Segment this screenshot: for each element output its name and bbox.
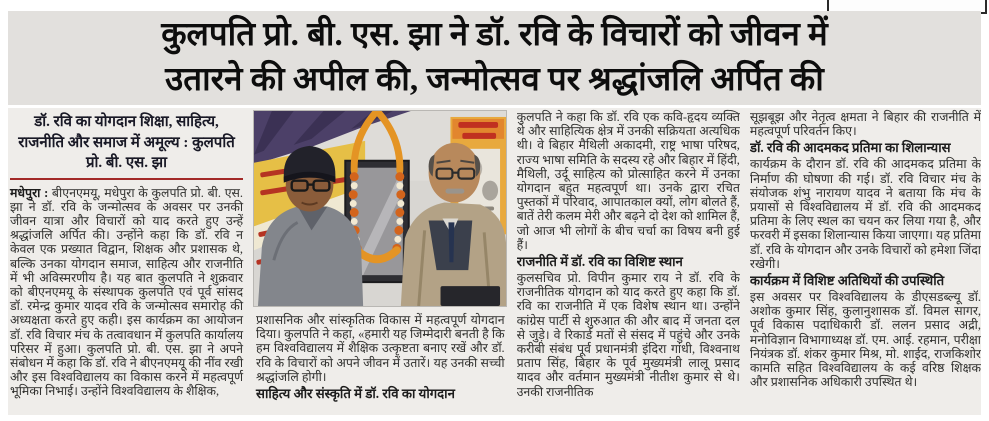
article-text-col2: प्रशासनिक और सांस्कृतिक विकास में महत्वपूर्ण योगदान दिया। कुलपति ने कहा, «हमारी यह जिम्मेदारी बनती है कि हम विश्वविद्यालय में शैक्षिक उत्कृष्टता बनाए रखें और डॉ. रवि के विचारों को अपने जीवन में उतारें। यह उनकी सच्ची श्रद्धांजलि होगी।: [256, 313, 505, 384]
article-text-col4: सूझबूझ और नेतृत्व क्षमता ने बिहार की राजनीति में महत्वपूर्ण परिवर्तन किए।: [749, 110, 981, 139]
article-text-col3b: कुलसचिव प्रो. विपीन कुमार राय ने डॉ. रवि के राजनीतिक योगदान को याद करते हुए कहा कि डॉ. रवि का राजनीति में एक विशेष स्थान था। उन्होंने कांग्रेस पार्टी से शुरुआत की और बाद में जनता दल से जुड़े। वे रिकार्ड मतों से संसद में पहुंचे और उनके करीबी संबंध पूर्व प्रधानमंत्री इंदिरा गांधी, विश्वनाथ प्रताप सिंह, बिहार के पूर्व मुख्यमंत्री लालू प्रसाद यादव और वर्तमान मुख्यमंत्री नीतीश कुमार से थे। उनकी राजनीतिक: [516, 271, 740, 399]
article-paragraph: [517, 110, 740, 252]
article-column-4: [750, 108, 981, 415]
article-paragraph: [750, 110, 981, 138]
article-text-col3: कुलपति ने कहा कि डॉ. रवि एक कवि-हृदय व्यक्ति थे और साहित्यिक क्षेत्र में उनकी सक्रियता अत्यधिक थी। वे बिहार मैथिली अकादमी, राष्ट्र भाषा परिषद, राज्य भाषा समिति के सदस्य रहे और बिहार में हिंदी, मैथिली, उर्दू साहित्य को प्रोत्साहित करने में उनका योगदान बहुत महत्वपूर्ण था। उनके द्वारा रचित पुस्तकों में परिवाद, आपातकाल क्यों, लोग बोलते हैं, बातें तेरी कलम मेरी और बढ़ने दो देश को शामिल हैं, जो आज भी लोगों के बीच चर्चा का विषय बनी हुई हैं।: [516, 110, 740, 252]
article-paragraph: [750, 157, 981, 271]
article-columns: [8, 108, 981, 415]
article-column-3: [517, 108, 740, 415]
event-photo-illustration: [254, 111, 506, 306]
kicker-headline: डॉ. रवि का योगदान शिक्षा, साहित्य, राजनीति और समाज में अमूल्य : कुलपति प्रो. बी. एस. झा: [18, 114, 235, 171]
article-text-col4c: इस अवसर पर विश्वविद्यालय के डीएसडब्ल्यू डॉ. अशोक कुमार सिंह, कुलानुशासक डॉ. विमल सागर, पूर्व विकास पदाधिकारी डॉ. ललन प्रसाद अद्री, मनोविज्ञान विभागाध्यक्ष डॉ. एम. आई. रहमान, परीक्षा नियंत्रक डॉ. शंकर कुमार मिश्र, मो. शाईद, राजकिशोर कामति सहित विश्वविद्यालय के कई वरिष्ठ शिक्षक और प्रशासनिक अधिकारी उपस्थित थे।: [749, 290, 981, 390]
headline-line-2: उतारने की अपील की, जन्मोत्सव पर श्रद्धांजलि अर्पित की: [165, 62, 824, 98]
article-paragraph: [517, 271, 740, 399]
article-column-1: [8, 108, 246, 415]
article-text-col1: बीएनएमयू, मधेपुरा के कुलपति प्रो. बी. एस. झा ने डॉ. रवि के जन्मोत्सव के अवसर पर उनकी जीवन यात्रा और विचारों को याद करते हुए उन्हें श्रद्धांजलि अर्पित की। उन्होंने कहा कि डॉ. रवि न केवल एक प्रख्यात विद्वान, शिक्षक और प्रशासक थे, बल्कि उनका योगदान समाज, साहित्य और राजनीति में भी अविस्मरणीय है। यह बात कुलपति ने शुक्रवार को बीएनएमयू के संस्थापक कुलपति एवं पूर्व सांसद डॉ. रमेन्द्र कुमार यादव रवि के जन्मोत्सव समारोह की अध्यक्षता करते हुए कही। इस कार्यक्रम का आयोजन डॉ. रवि विचार मंच के तत्वावधान में कुलपति कार्यालय परिसर में हुआ। कुलपति प्रो. बी. एस. झा ने अपने संबोधन में कहा कि डॉ. रवि ने बीएनएमयू की नींव रखी और इस विश्वविद्यालय का विकास करने में महत्वपूर्ण भूमिका निभाई। उन्होंने विश्वविद्यालय के शैक्षिक,: [10, 185, 244, 399]
subhead-literature: साहित्य और संस्कृति में डॉ. रवि का योगदान: [256, 386, 455, 402]
subhead-guests: कार्यक्रम में विशिष्ट अतिथियों की उपस्थिति: [749, 273, 945, 289]
article-paragraph: [750, 290, 981, 389]
subhead-statue: डॉ. रवि की आदमकद प्रतिमा का शिलान्यास: [749, 140, 951, 156]
article-paragraph: [253, 313, 508, 384]
dateline: मधेपुरा :: [10, 185, 49, 200]
subhead-politics: राजनीति में डॉ. रवि का विशिष्ट स्थान: [516, 254, 683, 270]
laptop: [441, 286, 501, 306]
event-photograph: [253, 110, 507, 307]
headline-band: [8, 11, 981, 105]
article-paragraph: [10, 186, 243, 399]
kicker-underline: [10, 178, 243, 180]
article-column-2: [253, 108, 508, 415]
headline-line-1: कुलपति प्रो. बी. एस. झा ने डॉ. रवि के विचारों को जीवन में: [161, 17, 828, 53]
article-text-col4b: कार्यक्रम के दौरान डॉ. रवि की आदमकद प्रतिमा के निर्माण की घोषणा की गई। डॉ. रवि विचार मंच के संयोजक शंभु नारायण यादव ने बताया कि मंच के प्रयासों से विश्वविद्यालय में डॉ. रवि की आदमकद प्रतिमा के लिए स्थल का चयन कर लिया गया है, और फरवरी में इसका शिलान्यास किया जाएगा। यह प्रतिमा डॉ. रवि के योगदान और उनके विचारों को हमेशा जिंदा रखेगी।: [749, 157, 981, 271]
